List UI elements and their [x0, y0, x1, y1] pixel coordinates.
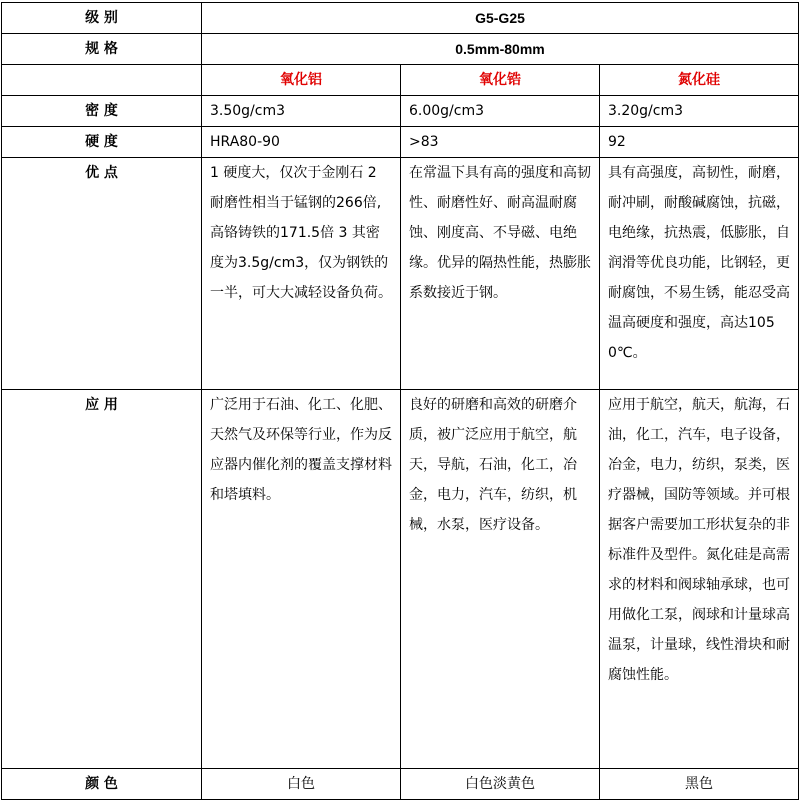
advantages-label: 优 点	[2, 158, 202, 390]
spec-value: 0.5mm-80mm	[202, 34, 799, 65]
hardness-silicon-nitride: 92	[600, 127, 799, 158]
grade-label: 级 别	[2, 3, 202, 34]
applications-silicon-nitride: 应用于航空，航天，航海，石油，化工，汽车，电子设备，冶金，电力，纺织，泵类，医疗器械，国防等领域。并可根据客户需要加工形状复杂的非标准件及型件。氮化硅是高需求的材料和阀球轴承球，也可用做化工泵，阀球和计量球高温泵，计量球，线性滑块和耐腐蚀性能。	[600, 390, 799, 769]
row-spec	[2, 34, 799, 65]
material-zirconia: 氧化锆	[401, 65, 600, 96]
color-silicon-nitride: 黑色	[600, 769, 799, 800]
row-advantages	[2, 158, 799, 390]
density-alumina: 3.50g/cm3	[202, 96, 401, 127]
grade-value: G5-G25	[202, 3, 799, 34]
row-color	[2, 769, 799, 800]
color-alumina: 白色	[202, 769, 401, 800]
density-silicon-nitride: 3.20g/cm3	[600, 96, 799, 127]
spec-label: 规 格	[2, 34, 202, 65]
applications-label: 应 用	[2, 390, 202, 769]
materials-corner-cell	[2, 65, 202, 96]
density-zirconia: 6.00g/cm3	[401, 96, 600, 127]
row-applications	[2, 390, 799, 769]
hardness-zirconia: >83	[401, 127, 600, 158]
hardness-label: 硬 度	[2, 127, 202, 158]
color-zirconia: 白色淡黄色	[401, 769, 600, 800]
advantages-alumina: 1 硬度大，仅次于金刚石 2 耐磨性相当于锰钢的266倍,高铬铸铁的171.5倍 3 其密度为3.5g/cm3，仅为钢铁的一半，可大大减轻设备负荷。	[202, 158, 401, 390]
material-spec-table	[1, 2, 799, 800]
row-hardness	[2, 127, 799, 158]
hardness-alumina: HRA80-90	[202, 127, 401, 158]
applications-zirconia: 良好的研磨和高效的研磨介质，被广泛应用于航空，航天，导航，石油，化工，冶金，电力，汽车，纺织，机械，水泵，医疗设备。	[401, 390, 600, 769]
applications-alumina: 广泛用于石油、化工、化肥、天然气及环保等行业，作为反应器内催化剂的覆盖支撑材料和塔填料。	[202, 390, 401, 769]
density-label: 密 度	[2, 96, 202, 127]
advantages-zirconia: 在常温下具有高的强度和高韧性、耐磨性好、耐高温耐腐蚀、刚度高、不导磁、电绝缘。优异的隔热性能，热膨胀系数接近于钢。	[401, 158, 600, 390]
material-alumina: 氧化铝	[202, 65, 401, 96]
color-label: 颜 色	[2, 769, 202, 800]
row-grade	[2, 3, 799, 34]
material-silicon-nitride: 氮化硅	[600, 65, 799, 96]
row-density	[2, 96, 799, 127]
row-materials	[2, 65, 799, 96]
advantages-silicon-nitride: 具有高强度，高韧性，耐磨，耐冲刷，耐酸碱腐蚀，抗磁，电绝缘，抗热震，低膨胀，自润滑等优良功能，比钢轻，更耐腐蚀，不易生锈，能忍受高温高硬度和强度，高达1050℃。	[600, 158, 799, 390]
